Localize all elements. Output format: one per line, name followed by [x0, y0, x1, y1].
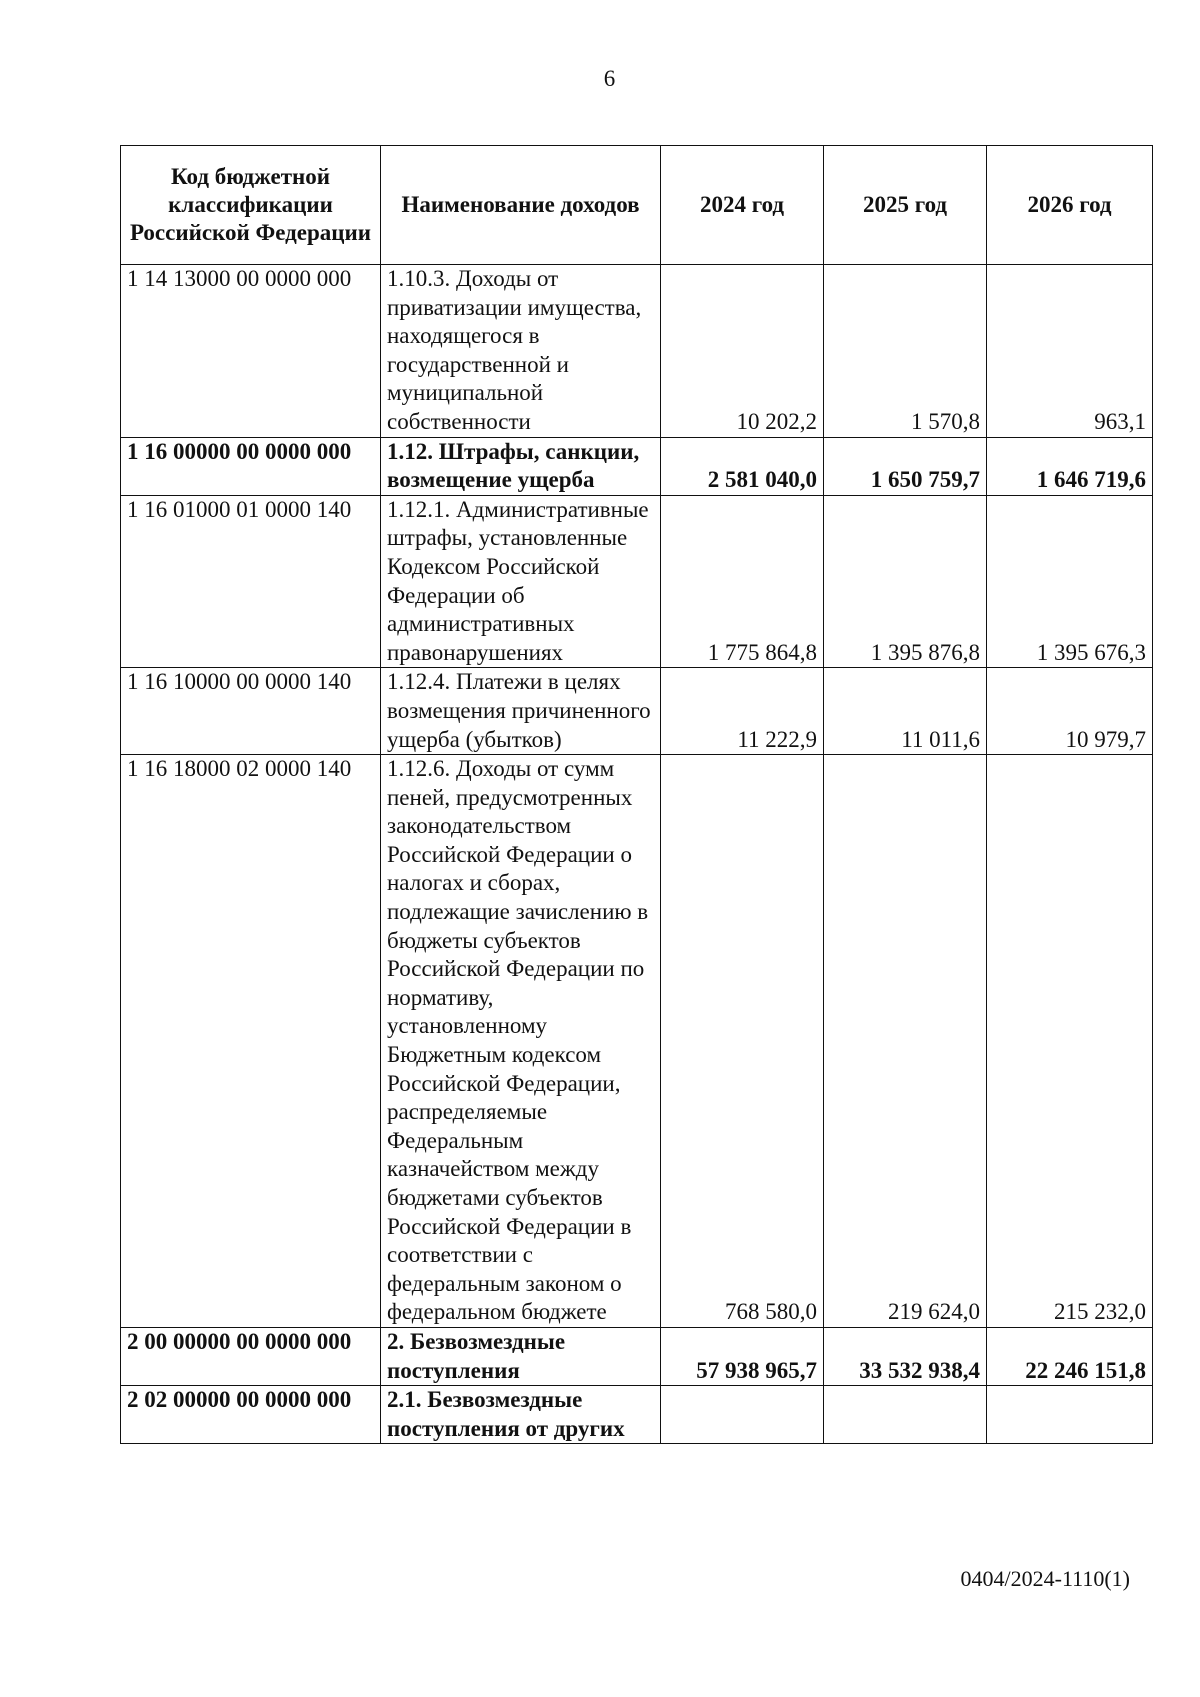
- revenue-table: [120, 145, 1153, 1444]
- table-row: [121, 495, 1153, 668]
- row-value-2025: 1 570,8: [824, 265, 987, 438]
- row-value-2026: 215 232,0: [987, 755, 1153, 1328]
- row-code: 1 16 01000 01 0000 140: [121, 495, 381, 668]
- row-value-2024: 10 202,2: [661, 265, 824, 438]
- row-value-2025: 33 532 938,4: [824, 1327, 987, 1385]
- header-name: Наименование доходов: [381, 146, 661, 265]
- header-2026: 2026 год: [987, 146, 1153, 265]
- row-value-2026: 963,1: [987, 265, 1153, 438]
- row-value-2025: 1 650 759,7: [824, 437, 987, 495]
- row-value-2024: 768 580,0: [661, 755, 824, 1328]
- row-code: 1 16 18000 02 0000 140: [121, 755, 381, 1328]
- row-code: 1 16 00000 00 0000 000: [121, 437, 381, 495]
- row-name: 1.12.1. Административные штрафы, установленные Кодексом Российской Федерации об административных правонарушениях: [381, 495, 661, 668]
- row-name: 1.10.3. Доходы от приватизации имущества, находящегося в государственной и муниципальной собственности: [381, 265, 661, 438]
- header-2024: 2024 год: [661, 146, 824, 265]
- row-value-2024: 1 775 864,8: [661, 495, 824, 668]
- table-row: [121, 668, 1153, 755]
- table-row: [121, 265, 1153, 438]
- row-code: 1 14 13000 00 0000 000: [121, 265, 381, 438]
- row-code: 2 00 00000 00 0000 000: [121, 1327, 381, 1385]
- table-row: [121, 1327, 1153, 1385]
- row-value-2026: 22 246 151,8: [987, 1327, 1153, 1385]
- row-value-2024: 2 581 040,0: [661, 437, 824, 495]
- row-value-2024: 11 222,9: [661, 668, 824, 755]
- row-code: 2 02 00000 00 0000 000: [121, 1386, 381, 1444]
- row-name: 1.12. Штрафы, санкции, возмещение ущерба: [381, 437, 661, 495]
- table-row: [121, 1386, 1153, 1444]
- row-value-2025: 1 395 876,8: [824, 495, 987, 668]
- row-value-2025: [824, 1386, 987, 1444]
- row-value-2026: [987, 1386, 1153, 1444]
- row-name: 1.12.6. Доходы от сумм пеней, предусмотренных законодательством Российской Федерации о налогах и сборах, подлежащие зачислению в бюджеты субъектов Российской Федерации по нормативу, установленному Бюджетным кодексом Российской Федерации, распределяемые Федеральным казначейством между бюджетами субъектов Российской Федерации в соответствии с федеральным законом о федеральном бюджете: [381, 755, 661, 1328]
- row-value-2026: 1 395 676,3: [987, 495, 1153, 668]
- row-value-2025: 219 624,0: [824, 755, 987, 1328]
- row-name: 1.12.4. Платежи в целях возмещения причиненного ущерба (убытков): [381, 668, 661, 755]
- row-value-2026: 10 979,7: [987, 668, 1153, 755]
- table-row: [121, 755, 1153, 1328]
- row-code: 1 16 10000 00 0000 140: [121, 668, 381, 755]
- row-value-2025: 11 011,6: [824, 668, 987, 755]
- row-value-2024: [661, 1386, 824, 1444]
- page-number: 6: [603, 66, 616, 91]
- header-2025: 2025 год: [824, 146, 987, 265]
- table-header-row: [121, 146, 1153, 265]
- row-name: 2. Безвозмездные поступления: [381, 1327, 661, 1385]
- document-id: 0404/2024-1110(1): [960, 1566, 1130, 1591]
- row-value-2024: 57 938 965,7: [661, 1327, 824, 1385]
- table-row: [121, 437, 1153, 495]
- header-code: Код бюджетной классификации Российской Федерации: [121, 146, 381, 265]
- row-name: 2.1. Безвозмездные поступления от других: [381, 1386, 661, 1444]
- row-value-2026: 1 646 719,6: [987, 437, 1153, 495]
